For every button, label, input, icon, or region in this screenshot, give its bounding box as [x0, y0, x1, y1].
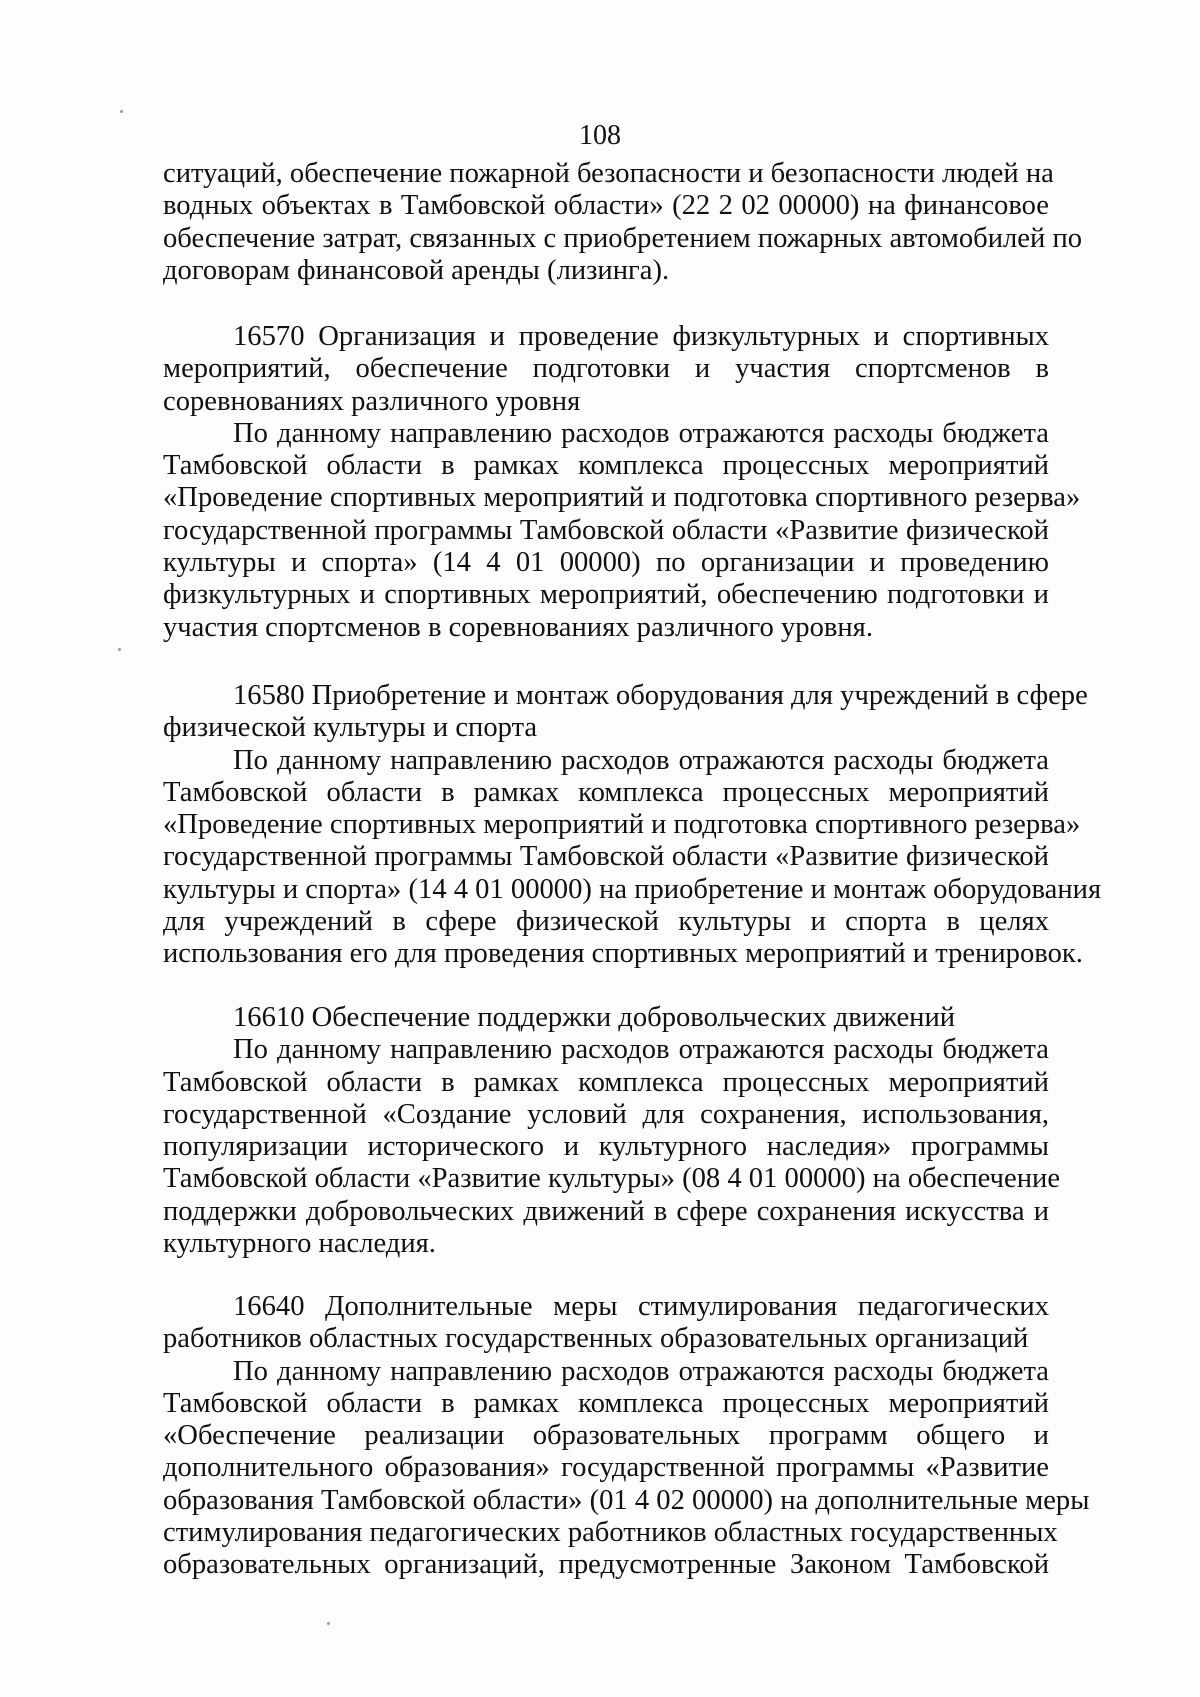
text-line: «Проведение спортивных мероприятий и подготовка спортивного резерва»	[163, 809, 1081, 841]
text-line: Тамбовской области «Развитие культуры» (08 4 01 00000) на обеспечение	[163, 1163, 1061, 1195]
section-heading-line: физической культуры и спорта	[163, 712, 538, 744]
text-line: Тамбовской области в рамках комплекса процессных мероприятий	[163, 450, 1049, 482]
scan-speck	[327, 1622, 330, 1625]
text-line: образования Тамбовской области» (01 4 02 00000) на дополнительные меры	[163, 1484, 1090, 1516]
text-line: государственной «Создание условий для сохранения, использования,	[163, 1098, 1049, 1130]
text-line: «Проведение спортивных мероприятий и подготовка спортивного резерва»	[163, 482, 1081, 514]
section-16570	[163, 321, 1081, 644]
section-heading-line: работников областных государственных образовательных организаций	[163, 1323, 1029, 1355]
section-16580	[163, 680, 1102, 971]
text-line: поддержки добровольческих движений в сфере сохранения искусства и	[163, 1195, 1049, 1227]
section-heading-line: 16580 Приобретение и монтаж оборудования для учреждений в сфере	[233, 680, 1088, 711]
scan-speck	[118, 648, 121, 651]
text-line: По данному направлению расходов отражаются расходы бюджета	[233, 417, 1049, 449]
text-line: По данному направлению расходов отражаются расходы бюджета	[233, 1355, 1049, 1387]
text-line: ситуаций, обеспечение пожарной безопасности и безопасности людей на	[163, 158, 1054, 189]
text-line: Тамбовской области в рамках комплекса процессных мероприятий	[163, 1066, 1049, 1098]
text-line: дополнительного образования» государственной программы «Развитие	[163, 1452, 1049, 1484]
section-heading-line: 16570 Организация и проведение физкультурных и спортивных	[233, 321, 1049, 352]
section-heading-line: 16610 Обеспечение поддержки добровольческих движений	[233, 1002, 956, 1033]
text-line: Тамбовской области в рамках комплекса процессных мероприятий	[163, 776, 1049, 808]
text-line: физкультурных и спортивных мероприятий, обеспечению подготовки и	[163, 579, 1049, 611]
section-heading-line: соревнованиях различного уровня	[163, 385, 581, 417]
scan-speck	[120, 110, 123, 113]
text-line: договорам финансовой аренды (лизинга).	[163, 254, 670, 286]
text-line: для учреждений в сфере физической культуры и спорта в целях	[163, 906, 1049, 938]
text-line: культурного наследия.	[163, 1228, 436, 1260]
text-line: По данному направлению расходов отражаются расходы бюджета	[233, 744, 1049, 776]
text-line: обеспечение затрат, связанных с приобретением пожарных автомобилей по	[163, 222, 1083, 254]
page-number: 108	[579, 120, 621, 151]
text-line: использования его для проведения спортивных мероприятий и тренировок.	[163, 938, 1083, 970]
text-line: образовательных организаций, предусмотренные Законом Тамбовской	[163, 1549, 1049, 1581]
text-line: участия спортсменов в соревнованиях различного уровня.	[163, 611, 873, 643]
section-16610	[163, 1002, 1061, 1260]
text-line: культуры и спорта» (14 4 01 00000) по организации и проведению	[163, 547, 1049, 579]
section-heading-line: мероприятий, обеспечение подготовки и участия спортсменов в	[163, 353, 1049, 385]
text-line: культуры и спорта» (14 4 01 00000) на приобретение и монтаж оборудования	[163, 873, 1102, 905]
text-line: популяризации исторического и культурного наследия» программы	[163, 1131, 1049, 1163]
paragraph-continuation	[163, 158, 1083, 287]
section-heading-line: 16640 Дополнительные меры стимулирования педагогических	[233, 1291, 1049, 1322]
text-line: государственной программы Тамбовской области «Развитие физической	[163, 514, 1049, 546]
text-line: По данному направлению расходов отражаются расходы бюджета	[233, 1034, 1049, 1066]
section-16640	[163, 1291, 1090, 1582]
text-line: стимулирования педагогических работников областных государственных	[163, 1517, 1058, 1549]
text-line: «Обеспечение реализации образовательных программ общего и	[163, 1420, 1049, 1452]
text-line: водных объектах в Тамбовской области» (22 2 02 00000) на финансовое	[163, 190, 1049, 222]
text-line: государственной программы Тамбовской области «Развитие физической	[163, 841, 1049, 873]
text-line: Тамбовской области в рамках комплекса процессных мероприятий	[163, 1387, 1049, 1419]
